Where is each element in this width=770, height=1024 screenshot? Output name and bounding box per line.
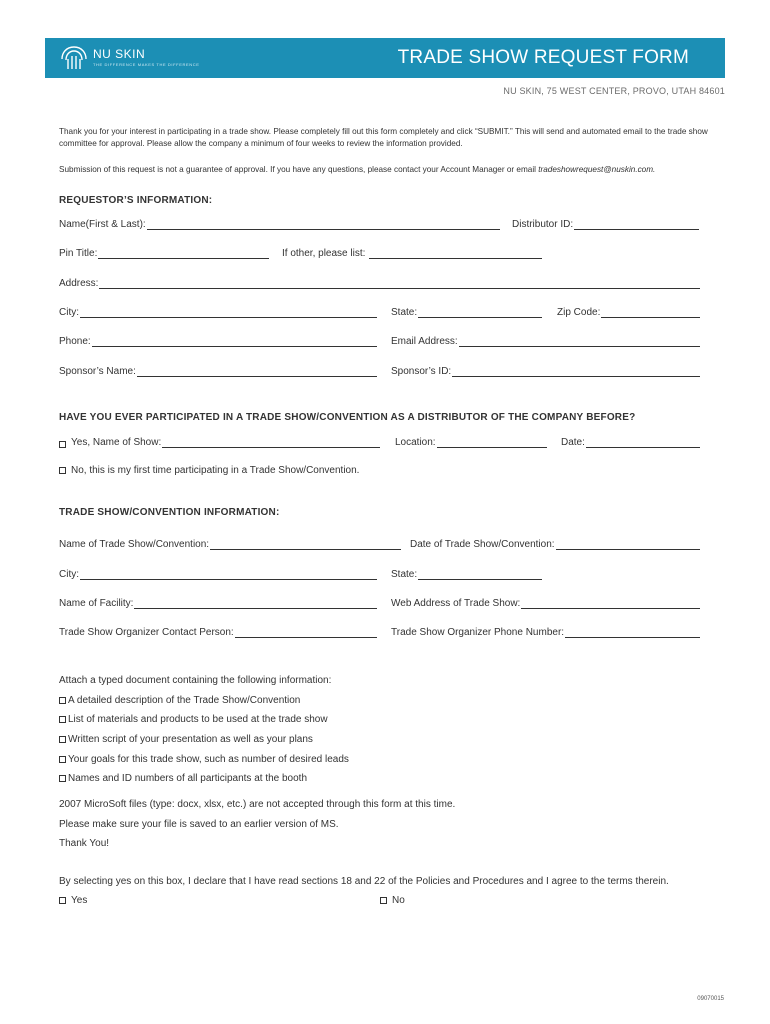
city-input-line[interactable] [80,308,377,318]
brand-tagline: THE DIFFERENCE MAKES THE DIFFERENCE [93,62,200,67]
facility-field[interactable] [59,595,377,609]
organizer-contact-field[interactable] [59,624,377,638]
state-input-line[interactable] [418,308,542,318]
document-code: 09070015 [697,996,724,1002]
state-field[interactable] [391,304,542,318]
header-banner [45,38,725,78]
show-date-label: Date of Trade Show/Convention: [410,539,555,550]
location-field[interactable] [395,434,547,448]
phone-input-line[interactable] [92,337,377,347]
section-trade-show: TRADE SHOW/CONVENTION INFORMATION: [59,507,280,518]
file-version-note: Please make sure your file is saved to an earlier version of MS. [59,819,339,830]
address-field[interactable] [59,275,700,289]
zip-code-label: Zip Code: [557,307,601,318]
show-date-input-line[interactable] [556,540,700,550]
organizer-phone-label: Trade Show Organizer Phone Number: [391,627,565,638]
attach-item-checkbox[interactable] [59,716,66,723]
web-address-input-line[interactable] [521,599,700,609]
if-other-input-line[interactable] [369,249,542,259]
attach-item-label: Names and ID numbers of all participants at the booth [68,773,308,784]
attach-item-label: A detailed description of the Trade Show/Convention [68,695,301,706]
nu-skin-logo-icon [59,44,89,72]
facility-label: Name of Facility: [59,598,134,609]
organizer-contact-label: Trade Show Organizer Contact Person: [59,627,234,638]
attach-item-label: List of materials and products to be used at the trade show [68,714,328,725]
contact-email: tradeshowrequest@nuskin.com. [538,165,656,174]
declaration-yes-option[interactable] [59,895,87,906]
no-first-time-option[interactable] [59,465,359,476]
email-label: Email Address: [391,336,458,347]
brand-name: NU SKIN [93,47,146,61]
city-label: City: [59,307,79,318]
pin-title-input-line[interactable] [98,249,269,259]
sponsor-id-input-line[interactable] [452,367,700,377]
sponsor-name-input-line[interactable] [137,367,377,377]
section-requestor: REQUESTOR’S INFORMATION: [59,195,213,206]
distributor-id-label: Distributor ID: [512,219,574,230]
show-name-label: Name of Trade Show/Convention: [59,539,210,550]
name-field[interactable] [59,216,500,230]
email-field[interactable] [391,333,700,347]
show-state-field[interactable] [391,566,542,580]
attach-item[interactable] [59,734,313,745]
organizer-phone-input-line[interactable] [565,628,700,638]
show-state-label: State: [391,569,418,580]
attach-item[interactable] [59,773,307,784]
sponsor-id-label: Sponsor’s ID: [391,366,452,377]
pin-title-label: Pin Title: [59,248,98,259]
attach-item-checkbox[interactable] [59,756,66,763]
declaration-yes-checkbox[interactable] [59,897,66,904]
web-address-label: Web Address of Trade Show: [391,598,521,609]
file-format-note: 2007 MicroSoft files (type: docx, xlsx, etc.) are not accepted through this form at this time. [59,799,456,810]
declaration-no-label: No [392,895,405,906]
date-input-line[interactable] [586,438,700,448]
attach-item-checkbox[interactable] [59,736,66,743]
organizer-contact-input-line[interactable] [235,628,377,638]
yes-participated-checkbox[interactable] [59,441,66,448]
date-field[interactable] [561,434,700,448]
address-label: Address: [59,278,99,289]
if-other-label: If other, please list: [282,248,366,259]
date-label: Date: [561,437,585,448]
pin-title-field[interactable] [59,245,269,259]
yes-name-of-show-field[interactable] [59,434,380,448]
attach-item[interactable] [59,754,349,765]
show-name-input-line[interactable] [162,438,380,448]
sponsor-name-field[interactable] [59,363,377,377]
show-name-line[interactable] [210,540,401,550]
sponsor-name-label: Sponsor’s Name: [59,366,136,377]
section-participation: HAVE YOU EVER PARTICIPATED IN A TRADE SHOW/CONVENTION AS A DISTRIBUTOR OF THE COMPANY BEFORE? [59,412,636,423]
no-first-time-checkbox[interactable] [59,467,66,474]
thank-you-note: Thank You! [59,838,110,849]
email-input-line[interactable] [459,337,700,347]
show-city-input-line[interactable] [80,570,377,580]
location-label: Location: [395,437,436,448]
declaration-text: By selecting yes on this box, I declare that I have read sections 18 and 22 of the Policies and Procedures and I agree to the terms therein. [59,876,669,887]
declaration-yes-label: Yes [71,895,88,906]
city-field[interactable] [59,304,377,318]
distributor-id-field[interactable] [512,216,699,230]
phone-field[interactable] [59,333,377,347]
company-address: NU SKIN, 75 WEST CENTER, PROVO, UTAH 84601 [503,86,725,96]
declaration-no-checkbox[interactable] [380,897,387,904]
sponsor-id-field[interactable] [391,363,700,377]
show-city-label: City: [59,569,79,580]
location-input-line[interactable] [437,438,547,448]
disclaimer-paragraph [59,164,719,176]
zip-code-input-line[interactable] [601,308,700,318]
attach-item-label: Your goals for this trade show, such as number of desired leads [68,754,349,765]
yes-name-of-show-label: Yes, Name of Show: [71,437,162,448]
intro-paragraph: Thank you for your interest in participating in a trade show. Please completely fill out this form completely and click “SUBMIT.” This will send and automated email to the trade show committee for approval. Please allow the company a minimum of four weeks to review the information provided. [59,127,708,148]
attach-item[interactable] [59,714,328,725]
show-name-field[interactable] [59,536,401,550]
zip-code-field[interactable] [557,304,700,318]
organizer-phone-field[interactable] [391,624,700,638]
form-title: TRADE SHOW REQUEST FORM [397,47,689,68]
address-input-line[interactable] [99,279,700,289]
attach-item-checkbox[interactable] [59,775,66,782]
distributor-id-input-line[interactable] [574,220,699,230]
if-other-field[interactable] [282,245,542,259]
name-label: Name(First & Last): [59,219,146,230]
show-date-field[interactable] [410,536,700,550]
phone-label: Phone: [59,336,91,347]
name-input-line[interactable] [147,220,500,230]
no-first-time-label: No, this is my first time participating in a Trade Show/Convention. [71,465,360,476]
show-state-input-line[interactable] [418,570,542,580]
web-address-field[interactable] [391,595,700,609]
show-city-field[interactable] [59,566,377,580]
attach-item-checkbox[interactable] [59,697,66,704]
attach-item-label: Written script of your presentation as well as your plans [68,734,313,745]
state-label: State: [391,307,418,318]
declaration-no-option[interactable] [380,895,405,906]
attach-intro: Attach a typed document containing the following information: [59,675,332,686]
facility-input-line[interactable] [134,599,377,609]
attach-item[interactable] [59,695,300,706]
disclaimer-text: Submission of this request is not a guarantee of approval. If you have any questions, please contact your Account Manager or email [59,165,539,174]
